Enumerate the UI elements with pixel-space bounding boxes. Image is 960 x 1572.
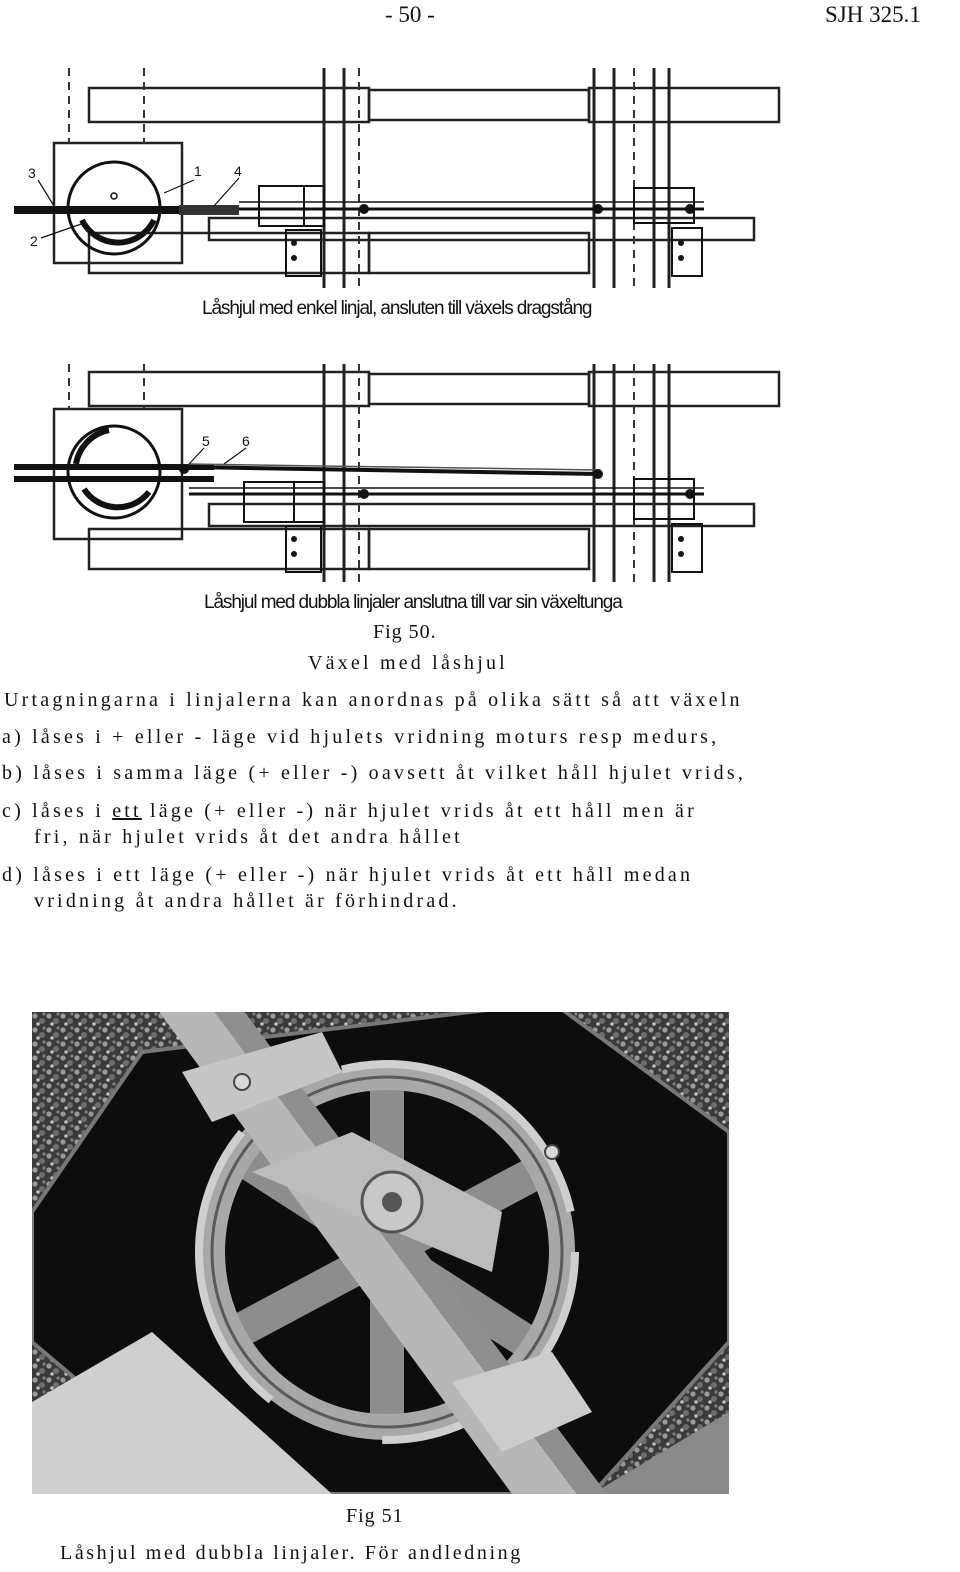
- item-c-line2: fri, när hjulet vrids åt det andra hållet: [34, 826, 463, 848]
- fig50-label: Fig 50.: [373, 621, 437, 643]
- item-d-line2: vridning åt andra hållet är förhindrad.: [34, 890, 460, 912]
- callout-4: 4: [234, 163, 242, 179]
- item-c-underlined: ett: [112, 800, 142, 822]
- item-b-line1: låses i samma läge (+ eller -) oavsett åt vilket håll hjulet vrids,: [33, 762, 747, 784]
- fig51-label: Fig 51: [346, 1505, 404, 1527]
- callout-5: 5: [202, 433, 210, 449]
- document-code: SJH 325.1: [825, 2, 921, 27]
- item-a-line1: låses i + eller - läge vid hjulets vridning moturs resp medurs,: [32, 726, 720, 748]
- item-d: [2, 864, 693, 887]
- callout-3: 3: [28, 165, 36, 181]
- drawing-double-ruler: [14, 364, 784, 582]
- drawing-single-ruler: [14, 68, 784, 288]
- item-c-pre: låses i: [32, 800, 113, 822]
- caption-double-ruler: Låshjul med dubbla linjaler anslutna till var sin växeltunga: [204, 592, 622, 613]
- page-number: - 50 -: [385, 2, 435, 27]
- item-a-letter: a): [2, 726, 24, 748]
- item-d-letter: d): [2, 864, 26, 886]
- intro-text: Urtagningarna i linjalerna kan anordnas på olika sätt så att växeln: [4, 689, 743, 711]
- fig51-caption: Låshjul med dubbla linjaler. För andledning: [60, 1542, 523, 1564]
- item-c-post: läge (+ eller -) när hjulet vrids åt ett håll men är: [141, 800, 697, 822]
- item-c: [2, 800, 697, 823]
- item-a: [2, 726, 719, 749]
- photo-locking-wheel: [32, 1012, 729, 1494]
- item-b: [2, 762, 746, 785]
- item-b-letter: b): [2, 762, 26, 784]
- callout-2: 2: [30, 233, 38, 249]
- item-d-line1: låses i ett läge (+ eller -) när hjulet vrids åt ett håll medan: [33, 864, 694, 886]
- caption-single-ruler: Låshjul med enkel linjal, ansluten till växels dragstång: [202, 298, 592, 319]
- fig50-title: Växel med låshjul: [308, 652, 508, 674]
- callout-1: 1: [194, 163, 202, 179]
- callout-6: 6: [242, 433, 250, 449]
- item-c-letter: c): [2, 800, 24, 822]
